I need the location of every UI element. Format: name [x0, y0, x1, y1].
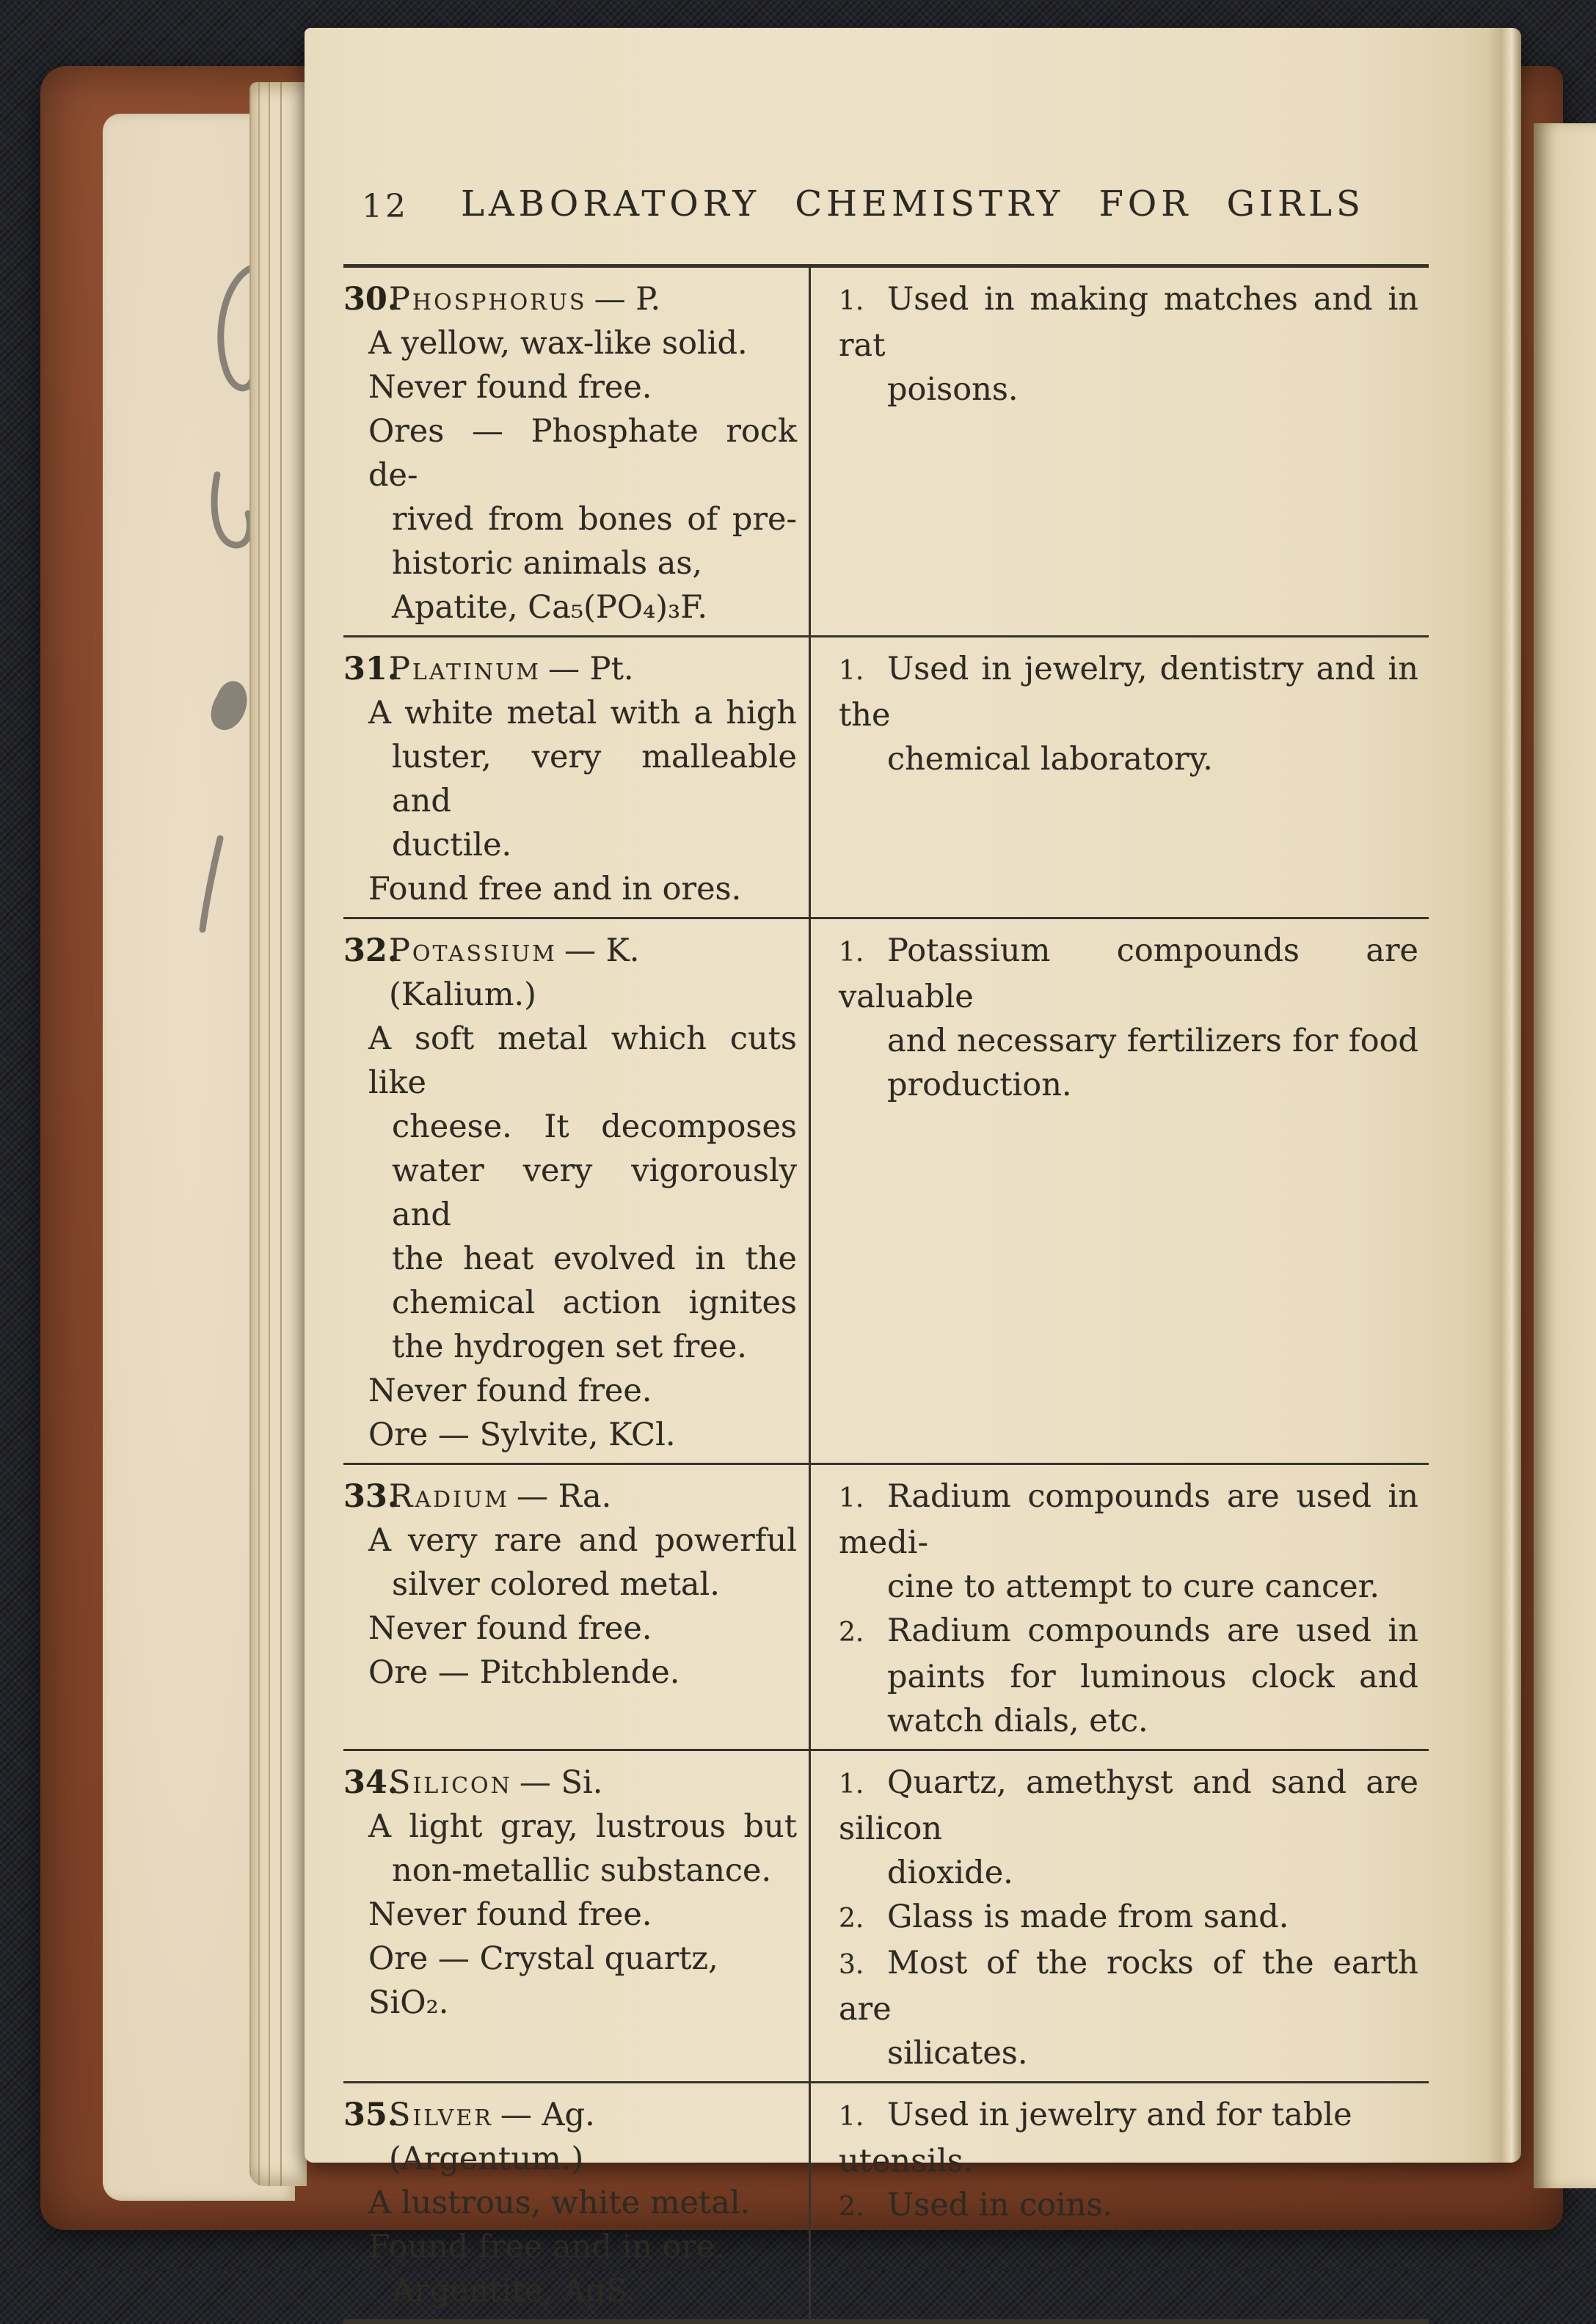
- left-text-line: ductile.: [392, 827, 512, 863]
- left-text-line: Ores — Phosphate rock de-: [368, 413, 797, 494]
- use-item-text: Radium compounds are used in medi-: [839, 1478, 1418, 1561]
- use-item-text: Used in coins.: [887, 2187, 1113, 2223]
- element-number: 30.: [343, 281, 398, 318]
- uses-cell: [811, 1751, 1429, 2081]
- element-cell: [343, 268, 809, 635]
- element-latin-name: (Argentum.): [389, 2141, 584, 2177]
- use-item-line: cine to attempt to cure cancer.: [887, 1568, 1380, 1605]
- uses-cell: [811, 637, 1429, 917]
- table-row: [343, 268, 1429, 637]
- left-text-line: Ore — Sylvite, KCl.: [368, 1417, 676, 1453]
- use-item-number: 1.: [839, 1769, 864, 1799]
- element-number: 32.: [343, 932, 398, 969]
- element-heading: [343, 647, 797, 691]
- element-symbol: — Si.: [519, 1764, 603, 1801]
- element-cell: [343, 637, 809, 917]
- left-text-line: A soft metal which cuts like: [368, 1020, 797, 1101]
- use-item-line: [811, 1895, 1418, 1941]
- left-text-line: the heat evolved in the: [392, 1240, 797, 1277]
- element-name: Radium: [389, 1478, 509, 1515]
- page-title: LABORATORY CHEMISTRY FOR GIRLS: [461, 183, 1365, 224]
- element-symbol: — Ra.: [516, 1478, 612, 1515]
- element-heading: [343, 2093, 797, 2137]
- left-text-line: A light gray, lustrous but: [368, 1808, 797, 1845]
- page-stack-edges: [249, 82, 307, 2186]
- table-row: [343, 919, 1429, 1465]
- element-name: Platinum: [389, 651, 541, 687]
- left-text-line: Never found free.: [368, 1610, 652, 1647]
- use-item-line: silicates.: [887, 2035, 1028, 2072]
- element-number: 31.: [343, 651, 398, 687]
- left-text-line: Apatite, Ca₅(PO₄)₃F.: [392, 589, 708, 626]
- elements-table: [343, 264, 1429, 2324]
- uses-cell: [811, 919, 1429, 1463]
- element-heading: [343, 1761, 797, 1805]
- use-item-text: Potassium compounds are valuable: [839, 932, 1418, 1015]
- left-text-line: non-metallic substance.: [392, 1852, 772, 1889]
- use-item-number: 3.: [839, 1950, 864, 1980]
- left-text-line: A white metal with a high: [368, 695, 797, 731]
- use-item-line: [811, 2183, 1418, 2229]
- use-item-text: Used in jewelry and for table utensils.: [839, 2097, 1352, 2179]
- use-item-line: [811, 2093, 1418, 2183]
- use-item-line: watch dials, etc.: [887, 1703, 1148, 1739]
- element-symbol: — Ag.: [500, 2097, 595, 2133]
- use-item-line: poisons.: [887, 371, 1019, 408]
- use-item-text: Used in making matches and in rat: [839, 281, 1418, 364]
- element-number: 34.: [343, 1764, 398, 1801]
- left-text-line: historic animals as,: [392, 545, 703, 582]
- left-text-line: Ore — Pitchblende.: [368, 1654, 680, 1691]
- use-item-line: [811, 647, 1418, 737]
- use-item-line: production.: [887, 1067, 1072, 1103]
- element-heading: [343, 277, 797, 321]
- element-name: Silicon: [389, 1764, 512, 1801]
- book-page: [305, 28, 1521, 2309]
- left-text-line: Found free and in ore.: [368, 2229, 726, 2265]
- left-text-line: Found free and in ores.: [368, 871, 742, 907]
- element-name: Phosphorus: [389, 281, 587, 318]
- use-item-text: Most of the rocks of the earth are: [839, 1945, 1418, 2028]
- use-item-text: Glass is made from sand.: [887, 1899, 1289, 1935]
- use-item-line: [811, 1761, 1418, 1851]
- element-cell: [343, 1751, 809, 2081]
- use-item-number: 1.: [839, 656, 864, 686]
- left-text-line: Argentite, AgS.: [392, 2273, 637, 2309]
- use-item-line: and necessary fertilizers for food: [887, 1023, 1418, 1059]
- left-text-line: Ore — Crystal quartz, SiO₂.: [368, 1940, 718, 2021]
- left-text-line: A yellow, wax-like solid.: [368, 325, 748, 362]
- use-item-text: Used in jewelry, dentistry and in the: [839, 651, 1418, 734]
- element-cell: [343, 919, 809, 1463]
- use-item-line: dioxide.: [887, 1855, 1013, 1891]
- element-cell: [343, 1465, 809, 1749]
- use-item-number: 1.: [839, 938, 864, 968]
- page-gutter-fold: [1487, 28, 1521, 2163]
- table-row: [343, 2083, 1429, 2319]
- use-item-number: 1.: [839, 286, 864, 316]
- use-item-number: 1.: [839, 2102, 864, 2132]
- use-item-number: 2.: [839, 2192, 864, 2222]
- page-number: 12: [362, 188, 409, 225]
- left-text-line: Never found free.: [368, 1373, 652, 1409]
- table-row: [343, 1465, 1429, 1751]
- left-text-line: water very vigorously and: [392, 1152, 797, 1233]
- use-item-line: [811, 1609, 1418, 1655]
- element-latin-name: (Kalium.): [389, 976, 536, 1013]
- left-text-line: chemical action ignites: [392, 1285, 797, 1321]
- left-text-line: Never found free.: [368, 369, 652, 406]
- element-symbol: — K.: [564, 932, 640, 969]
- element-name: Potassium: [389, 932, 557, 969]
- facing-page: [1534, 123, 1596, 2188]
- page-header: [305, 183, 1521, 235]
- element-number: 33.: [343, 1478, 398, 1515]
- uses-cell: [811, 1465, 1429, 1749]
- element-heading: [343, 929, 797, 973]
- uses-cell: [811, 268, 1429, 635]
- left-text-line: rived from bones of pre-: [392, 501, 797, 538]
- use-item-number: 2.: [839, 1904, 864, 1934]
- use-item-line: [811, 1475, 1418, 1565]
- element-name: Silver: [389, 2097, 493, 2133]
- left-text-line: A very rare and powerful: [368, 1522, 797, 1559]
- use-item-line: [811, 277, 1418, 368]
- use-item-number: 2.: [839, 1618, 864, 1648]
- use-item-text: Quartz, amethyst and sand are silicon: [839, 1764, 1418, 1847]
- use-item-line: paints for luminous clock and: [887, 1659, 1418, 1695]
- element-symbol: — Pt.: [548, 651, 634, 687]
- element-cell: [343, 2083, 809, 2319]
- left-text-line: cheese. It decomposes: [392, 1108, 797, 1145]
- use-item-text: Radium compounds are used in: [887, 1612, 1418, 1649]
- use-item-line: chemical laboratory.: [887, 741, 1213, 778]
- table-row: [343, 637, 1429, 919]
- left-text-line: silver colored metal.: [392, 1566, 720, 1603]
- uses-cell: [811, 2083, 1429, 2319]
- left-text-line: the hydrogen set free.: [392, 1329, 747, 1365]
- table-row: [343, 1751, 1429, 2083]
- left-text-line: luster, very malleable and: [392, 739, 797, 819]
- left-text-line: Never found free.: [368, 1896, 652, 1933]
- use-item-number: 1.: [839, 1483, 864, 1513]
- use-item-line: [811, 929, 1418, 1019]
- element-symbol: — P.: [594, 281, 661, 318]
- element-number: 35.: [343, 2097, 398, 2133]
- use-item-line: [811, 1941, 1418, 2031]
- left-text-line: A lustrous, white metal.: [368, 2185, 751, 2221]
- element-heading: [343, 1475, 797, 1519]
